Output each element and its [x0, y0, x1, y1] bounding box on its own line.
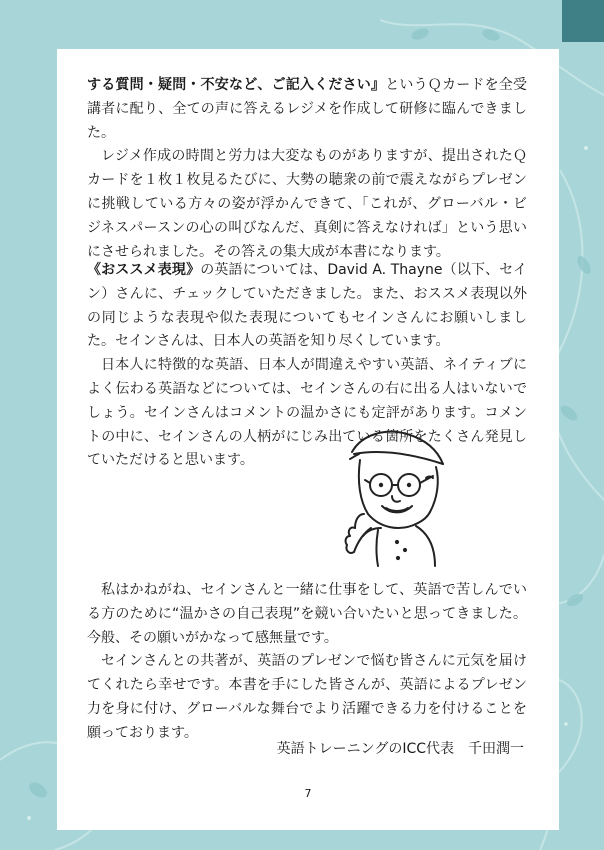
- thumbs-up-man-illustration: [334, 424, 454, 569]
- intro-text-block: [87, 74, 527, 264]
- paragraph-regime-effort: レジメ作成の時間と労力は大変なものがありますが、提出されたＱカードを１枚１枚見るたびに、大勢の聴衆の前で震えながらプレゼンに挑戦している方々の姿が浮かんできて、「これが、グローバル・ビジネスパースンの心の叫びなんだ、真剣に答えなければ」という思いにさせられました。その答えの集大成が本書になります。: [87, 148, 527, 260]
- paragraph-wish: セインさんとの共著が、英語のプレゼンで悩む皆さんに元気を届けてくれたら幸せです。本書を手にした皆さんが、英語によるプレゼン力を身に付け、グローバルな舞台でより活躍できる力を付けることを願っております。: [87, 653, 527, 741]
- recommended-expressions-block: [87, 259, 527, 473]
- closing-text-block: [87, 579, 527, 746]
- paragraph-recommended-expressions: [87, 259, 527, 354]
- author-signature: 英語トレーニングのICC代表 千田潤一: [276, 741, 524, 757]
- page-number: 7: [304, 787, 312, 800]
- document-page: [57, 49, 559, 830]
- quoted-request-text: する質問・疑問・不安など、ご記入ください』: [87, 77, 386, 93]
- paragraph-japanese-english: 日本人に特徴的な英語、日本人が間違えやすい英語、ネイティブによく伝わる英語などについては、セインさんの右に出る人はいないでしょう。セインさんはコメントの温かさにも定評があります。コメントの中に、セインさんの人柄がにじみ出ている箇所をたくさん発見していただけると思います。: [87, 357, 527, 469]
- recommended-expressions-label: 《おススメ表現》: [87, 262, 201, 278]
- paragraph-hope: 私はかねがね、セインさんと一緒に仕事をして、英語で苦しんでいる方のために“温かさの自己表現”を競い合いたいと思ってきました。今般、その願いがかなって感無量です。: [87, 582, 527, 646]
- paragraph-qcard: [87, 74, 527, 145]
- recommended-expressions-description: の英語については、David A. Thayne（以下、セイン）さんに、チェックしていただきました。また、おススメ表現以外の同じような表現や似た表現についてもセインさんにお願いしました。セインさんは、日本人の英語を知り尽くしています。: [87, 262, 528, 350]
- qcard-description: というＱカードを全受講者に配り、全ての声に答えるレジメを作成して研修に臨んできました。: [87, 77, 528, 141]
- corner-tab: [562, 0, 604, 42]
